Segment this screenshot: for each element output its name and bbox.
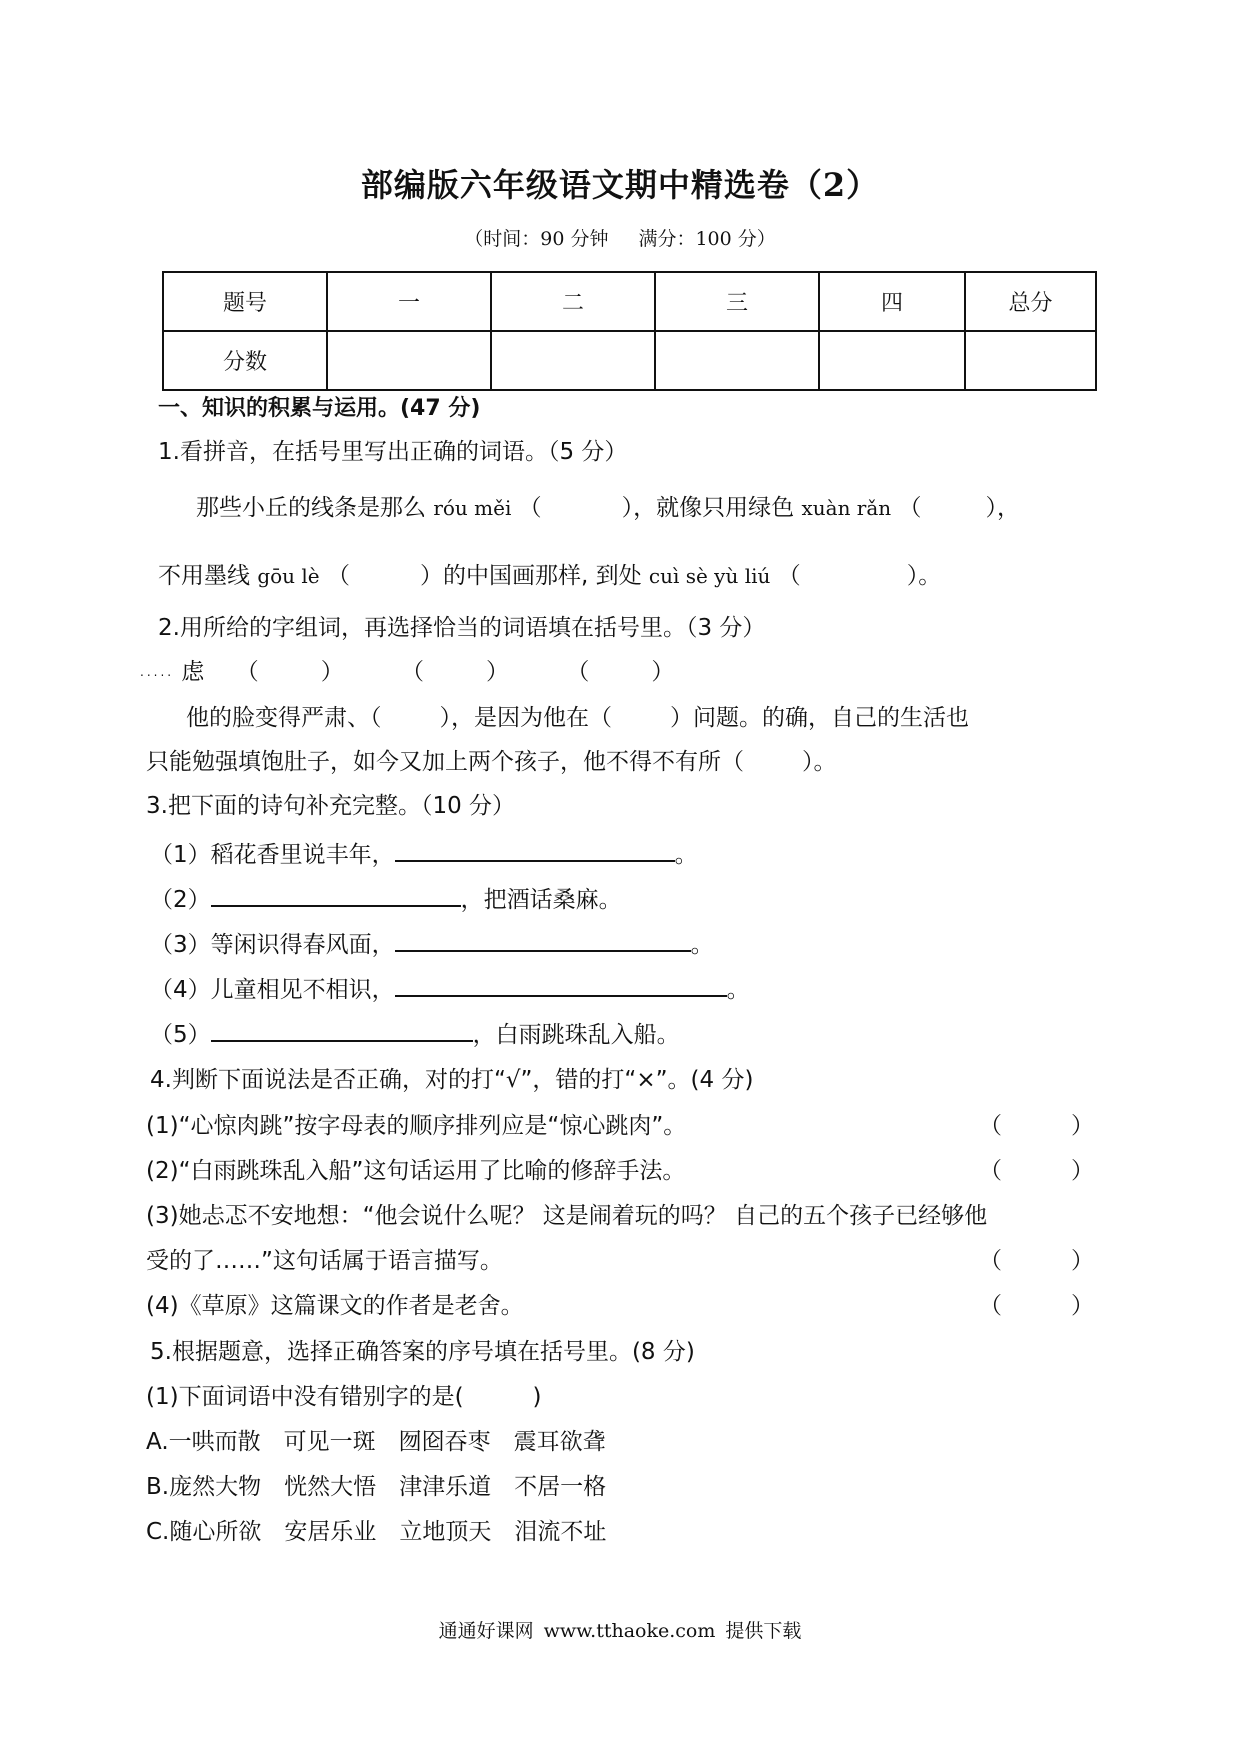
poem-blank[interactable] [211, 883, 461, 907]
judge-answer[interactable]: （ ） [979, 1293, 1094, 1319]
score-entry-cell[interactable] [819, 331, 965, 390]
option-c[interactable]: C.随心所欲 安居乐业 立地顶天 泪流不址 [146, 1519, 607, 1545]
judge-item [146, 1245, 1140, 1277]
q1-text: ， [996, 495, 1020, 521]
q2-text: ），是因为他在（ [439, 705, 612, 731]
judge-text: 受的了……”这句话属于语言描写。 [146, 1248, 503, 1274]
poem-prefix: （3）等闲识得春风面， [150, 932, 395, 958]
poem-prefix: （2） [150, 887, 211, 913]
poem-line [150, 1018, 1140, 1051]
pinyin: cuì sè yù liú [648, 564, 771, 588]
answer-paren: ） [621, 495, 634, 521]
answer-paren: ） [651, 659, 675, 685]
q2-sentence [186, 702, 1140, 734]
poem-prefix: （1）稻花香里说丰年， [150, 842, 395, 868]
answer-paren: ） [486, 659, 510, 685]
score-table-cell: 三 [655, 272, 819, 331]
poem-blank[interactable] [211, 1018, 473, 1042]
question-stem: 2.用所给的字组词，再选择恰当的词语填在括号里。（3 分） [158, 615, 766, 641]
question-stem: 1.看拼音，在括号里写出正确的词语。（5 分） [158, 439, 628, 465]
poem-line [150, 883, 1140, 916]
poem-blank[interactable] [395, 838, 675, 862]
poem-suffix: 。 [726, 977, 750, 1003]
q2-char-line [140, 656, 1140, 688]
score-table-cell: 分数 [163, 331, 327, 390]
pinyin: gōu lè [257, 564, 320, 588]
emphasis-dots: ..... [140, 665, 175, 679]
answer-paren: ） [320, 659, 344, 685]
poem-blank[interactable] [395, 973, 727, 997]
exam-meta [0, 224, 1240, 251]
full-score: 满分：100 分） [638, 228, 776, 250]
score-table-cell: 总分 [965, 272, 1096, 331]
footer-url[interactable]: www.tthaoke.com [543, 1620, 716, 1642]
answer-paren: （ [777, 563, 801, 589]
score-entry-cell[interactable] [655, 331, 819, 390]
poem-suffix: 。 [674, 842, 698, 868]
q1-text: 。 [918, 563, 942, 589]
poem-prefix: （5） [150, 1022, 211, 1048]
judge-answer[interactable]: （ ） [979, 1248, 1094, 1274]
footer-site-name: 通通好课网 [438, 1620, 534, 1642]
time-limit: （时间：90 分钟 [464, 228, 609, 250]
score-table-cell: 二 [491, 272, 655, 331]
page-footer [0, 1616, 1240, 1643]
question-stem: 3.把下面的诗句补充完整。（10 分） [146, 793, 516, 819]
q1-text: 不用墨线 [158, 563, 250, 589]
q2-sentence [146, 746, 1140, 778]
score-table-cell: 一 [327, 272, 491, 331]
judge-text: (1)“心惊肉跳”按字母表的顺序排列应是“惊心跳肉”。 [146, 1113, 687, 1139]
poem-blank[interactable] [395, 928, 691, 952]
judge-text: (2)“白雨跳珠乱入船”这句话运用了比喻的修辞手法。 [146, 1158, 686, 1184]
option-a[interactable]: A.一哄而散 可见一斑 囫囵吞枣 震耳欲聋 [146, 1429, 606, 1455]
q1-text: 的中国画那样, 到处 [442, 563, 642, 589]
answer-paren: （ [898, 495, 922, 521]
q2-text: ）。 [802, 749, 837, 775]
poem-suffix: ，白雨跳珠乱入船。 [472, 1022, 680, 1048]
judge-item [146, 1290, 1140, 1322]
q1-text: ，就像只用绿色 [633, 495, 795, 521]
q2-text: ）问题。的确，自己的生活也 [670, 705, 969, 731]
answer-paren: （ [566, 659, 590, 685]
score-table-cell: 四 [819, 272, 965, 331]
sub-question: (1)下面词语中没有错别字的是( ) [146, 1384, 542, 1410]
poem-suffix: 。 [690, 932, 714, 958]
judge-text: (3)她忐忑不安地想：“他会说什么呢？ 这是闹着玩的吗？ 自己的五个孩子已经够他 [146, 1203, 988, 1229]
q1-line [196, 492, 1140, 524]
q2-text: 他的脸变得严肃、（ [186, 705, 382, 731]
option-b[interactable]: B.庞然大物 恍然大悟 津津乐道 不居一格 [146, 1474, 607, 1500]
score-table-header-row [163, 272, 1096, 331]
pinyin: xuàn rǎn [801, 496, 892, 520]
judge-answer[interactable]: （ ） [979, 1113, 1094, 1139]
pinyin: róu měi [433, 496, 512, 520]
page-title: 部编版六年级语文期中精选卷（2） [360, 166, 880, 204]
score-table [162, 271, 1097, 391]
question-stem: 4.判断下面说法是否正确，对的打“√”，错的打“×”。(4 分) [150, 1067, 754, 1093]
q2-text: 只能勉强填饱肚子，如今又加上两个孩子，他不得不有所（ [146, 749, 744, 775]
judge-text: (4)《草原》这篇课文的作者是老舍。 [146, 1293, 524, 1319]
poem-line [150, 838, 1140, 871]
q1-text: 那些小丘的线条是那么 [196, 495, 426, 521]
score-table-cell: 题号 [163, 272, 327, 331]
answer-paren: ） [985, 495, 997, 521]
answer-paren: （ [235, 659, 259, 685]
poem-prefix: （4）儿童相见不相识， [150, 977, 395, 1003]
judge-item [146, 1110, 1140, 1142]
answer-paren: （ [518, 495, 542, 521]
poem-suffix: ，把酒话桑麻。 [460, 887, 622, 913]
answer-paren: （ [326, 563, 350, 589]
answer-paren: （ [401, 659, 425, 685]
score-table-score-row [163, 331, 1096, 390]
footer-note: 提供下载 [725, 1620, 802, 1642]
judge-answer[interactable]: （ ） [979, 1158, 1094, 1184]
answer-paren: ） [419, 563, 443, 589]
section-heading: 一、知识的积累与运用。(47 分) [158, 396, 481, 421]
score-entry-cell[interactable] [491, 331, 655, 390]
poem-line [150, 973, 1140, 1006]
given-character: 虑 [181, 659, 205, 685]
judge-item [146, 1155, 1140, 1187]
answer-paren: ） [906, 563, 919, 589]
q1-line [158, 560, 1140, 592]
score-entry-cell[interactable] [327, 331, 491, 390]
score-entry-cell[interactable] [965, 331, 1096, 390]
judge-item [146, 1200, 1140, 1232]
poem-line [150, 928, 1140, 961]
question-stem: 5.根据题意，选择正确答案的序号填在括号里。(8 分) [150, 1339, 695, 1365]
